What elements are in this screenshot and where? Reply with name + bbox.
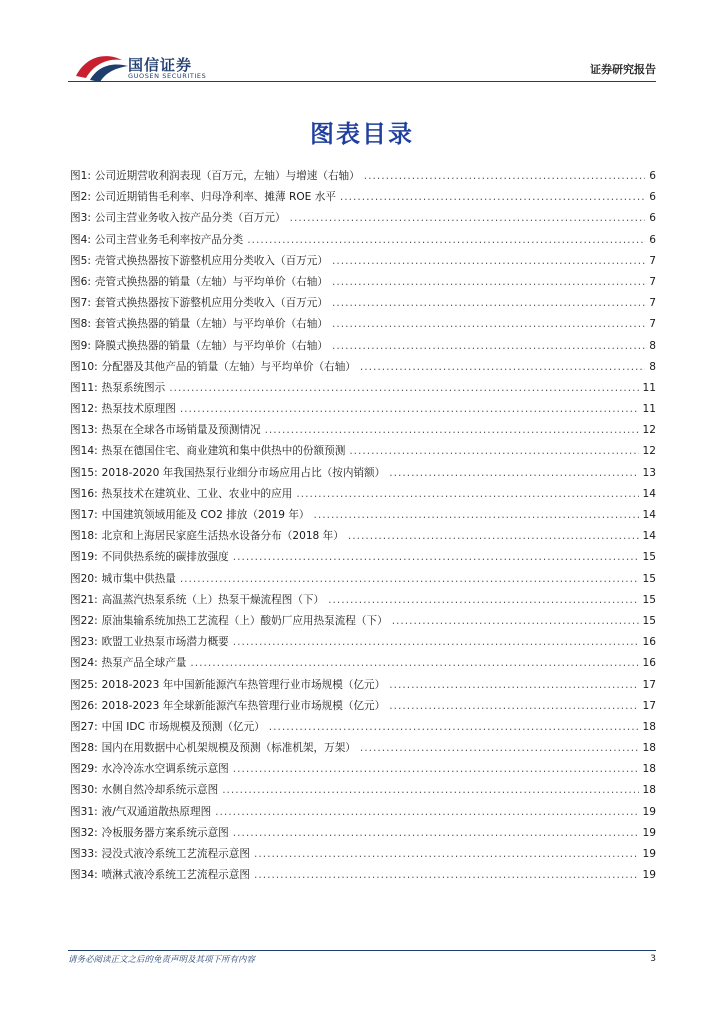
toc-leader-dots [180,573,639,585]
toc-entry-text: 公司近期营收利润表现（百万元，左轴）与增速（右轴） [94,170,360,182]
toc-entry-page: 13 [642,466,656,479]
toc-entry-label: 图2: [70,191,91,204]
toc-entry[interactable] [70,782,656,803]
toc-entry-page: 6 [649,233,656,246]
toc-entry[interactable] [70,846,656,867]
toc-entry-page: 12 [642,424,656,437]
toc-entry-text: 液/气双通道散热原理图 [101,805,212,818]
toc-entry[interactable] [70,359,656,380]
toc-entry-label: 图3: [70,212,91,225]
footer-divider [68,950,656,951]
toc-entry-text: 套管式换热器按下游整机应用分类收入（百万元） [94,297,328,310]
toc-entry-page: 15 [642,551,656,564]
toc-entry-label: 图29: [70,763,98,776]
toc-entry-page: 12 [642,445,656,458]
toc-leader-dots [389,467,638,479]
toc-leader-dots [269,721,639,733]
toc-entry-label: 图23: [70,636,98,649]
toc-entry-page: 19 [642,826,656,839]
toc-entry-label: 图33: [70,848,98,860]
toc-entry[interactable] [70,189,656,210]
toc-entry-page: 18 [642,720,656,733]
toc-entry-page: 6 [649,212,656,225]
toc-entry-label: 图27: [70,720,98,733]
toc-entry-page: 7 [649,254,656,267]
toc-entry-label: 图12: [70,403,98,416]
toc-leader-dots [332,297,645,309]
toc-entry-text: 热泵技术原理图 [101,403,176,416]
toc-leader-dots [233,551,639,563]
toc-entry-label: 图18: [70,530,98,543]
toc-entry-label: 图20: [70,572,98,585]
toc-entry[interactable] [70,677,656,698]
toc-entry-text: 热泵在全球各市场销量及预测情况 [101,424,261,437]
brand-name-en: GUOSEN SECURITIES [128,72,207,80]
toc-entry-text: 公司主营业务毛利率按产品分类 [94,233,244,246]
toc-entry-label: 图15: [70,466,98,479]
toc-leader-dots [332,318,645,330]
toc-entry-text: 热泵技术在建筑业、工业、农业中的应用 [101,487,293,500]
toc-entry-page: 7 [649,275,656,288]
toc-entry[interactable] [70,507,656,528]
toc-leader-dots [332,340,645,352]
toc-entry-label: 图6: [70,275,91,288]
guosen-logo-icon [72,50,132,82]
toc-leader-dots [360,361,645,373]
toc-entry[interactable] [70,804,656,825]
toc-entry[interactable] [70,613,656,634]
toc-leader-dots [254,869,639,881]
toc-leader-dots [314,509,639,521]
toc-entry-page: 19 [642,805,656,818]
toc-entry-page: 16 [642,657,656,670]
toc-entry-text: 分配器及其他产品的销量（左轴）与平均单价（右轴） [101,360,356,373]
toc-leader-dots [389,679,638,691]
toc-entry-label: 图21: [70,593,98,606]
toc-leader-dots [332,255,645,267]
toc-entry[interactable] [70,274,656,295]
toc-entry[interactable] [70,316,656,337]
toc-leader-dots [296,488,638,500]
toc-entry-text: 水冷冷冻水空调系统示意图 [101,763,229,776]
toc-entry[interactable] [70,210,656,231]
toc-entry-page: 19 [642,848,656,860]
toc-entry[interactable] [70,867,656,888]
toc-entry-page: 16 [642,636,656,649]
toc-entry-page: 18 [642,763,656,776]
toc-entry[interactable] [70,401,656,422]
toc-entry-text: 降膜式换热器的销量（左轴）与平均单价（右轴） [94,339,328,352]
toc-entry-text: 北京和上海居民家庭生活热水设备分布（2018 年） [101,530,344,543]
toc-entry-label: 图8: [70,318,91,331]
toc-entry-label: 图13: [70,424,98,437]
toc-entry-page: 15 [642,614,656,627]
toc-entry[interactable] [70,825,656,846]
toc-leader-dots [392,615,639,627]
toc-entry-page: 11 [642,381,656,394]
toc-leader-dots [180,403,639,415]
toc-entry-label: 图30: [70,784,98,797]
toc-entry-page: 17 [642,678,656,691]
toc-entry-page: 15 [642,572,656,585]
toc-entry-text: 城市集中供热量 [101,572,176,585]
toc-entry-page: 6 [649,170,656,182]
toc-entry-text: 热泵在德国住宅、商业建筑和集中供热中的份额预测 [101,445,346,458]
table-of-figures [70,168,656,888]
toc-leader-dots [349,445,638,457]
toc-entry-label: 图19: [70,551,98,564]
toc-entry-text: 欧盟工业热泵市场潜力概要 [101,636,229,649]
toc-entry-page: 7 [649,297,656,310]
toc-entry-text: 水侧自然冷却系统示意图 [101,784,219,797]
toc-entry-text: 壳管式换热器按下游整机应用分类收入（百万元） [94,254,328,267]
footer-disclaimer: 请务必阅读正文之后的免责声明及其项下所有内容 [68,955,256,965]
header-divider [68,81,656,82]
toc-entry-label: 图24: [70,657,98,670]
toc-entry-text: 2018-2020 年我国热泵行业细分市场应用占比（按内销额） [101,466,386,479]
report-type-label: 证券研究报告 [590,63,656,76]
toc-entry-page: 6 [649,191,656,204]
toc-entry-text: 壳管式换热器的销量（左轴）与平均单价（右轴） [94,275,328,288]
toc-entry[interactable] [70,549,656,570]
toc-entry-text: 热泵系统图示 [101,381,166,394]
toc-entry-text: 公司近期销售毛利率、归母净利率、摊薄 ROE 水平 [94,191,336,204]
toc-entry-label: 图34: [70,869,98,882]
toc-entry[interactable] [70,486,656,507]
brand-name-cn: 国信证券 [128,56,193,74]
toc-entry-page: 14 [642,509,656,521]
toc-entry[interactable] [70,295,656,316]
toc-leader-dots [233,636,639,648]
toc-leader-dots [340,191,645,203]
toc-entry[interactable] [70,380,656,401]
toc-entry-label: 图1: [70,170,91,182]
toc-entry-page: 14 [642,487,656,500]
toc-entry-label: 图7: [70,297,91,310]
toc-leader-dots [254,848,639,860]
toc-entry-label: 图14: [70,445,98,458]
toc-leader-dots [233,827,639,839]
toc-entry[interactable] [70,719,656,740]
page-header [0,0,724,90]
toc-entry-text: 公司主营业务收入按产品分类（百万元） [94,212,286,225]
toc-entry-page: 18 [642,742,656,755]
toc-entry-text: 热泵产品全球产量 [101,657,187,670]
toc-entry-label: 图11: [70,381,98,394]
toc-leader-dots [190,657,638,669]
toc-entry-text: 不同供热系统的碳排放强度 [101,551,229,564]
toc-entry-text: 中国 IDC 市场规模及预测（亿元） [101,720,265,733]
toc-leader-dots [328,594,638,606]
toc-entry-text: 中国建筑领域用能及 CO2 排放（2019 年） [101,509,310,521]
toc-entry-page: 11 [642,403,656,416]
toc-entry[interactable] [70,592,656,613]
toc-entry-label: 图9: [70,339,91,352]
toc-entry-label: 图32: [70,826,98,839]
toc-entry-text: 国内在用数据中心机架规模及预测（标准机架，万架） [101,742,356,755]
toc-entry[interactable] [70,168,656,189]
toc-leader-dots [360,742,639,754]
toc-entry-label: 图10: [70,360,98,373]
toc-leader-dots [332,276,645,288]
toc-leader-dots [389,700,638,712]
toc-entry-page: 7 [649,318,656,331]
toc-entry-label: 图22: [70,614,98,627]
toc-leader-dots [290,212,646,224]
toc-entry[interactable] [70,465,656,486]
toc-entry-page: 18 [642,784,656,797]
toc-leader-dots [364,170,646,182]
toc-entry[interactable] [70,253,656,274]
toc-entry[interactable] [70,634,656,655]
toc-entry-label: 图16: [70,487,98,500]
toc-entry[interactable] [70,655,656,676]
toc-entry-page: 17 [642,699,656,712]
toc-entry-text: 2018-2023 年全球新能源汽车热管理行业市场规模（亿元） [101,699,386,712]
toc-entry[interactable] [70,698,656,719]
toc-entry[interactable] [70,422,656,443]
toc-entry[interactable] [70,528,656,549]
toc-leader-dots [348,530,639,542]
toc-entry-label: 图25: [70,678,98,691]
toc-entry-page: 19 [642,869,656,882]
toc-entry-page: 15 [642,593,656,606]
toc-entry[interactable] [70,232,656,253]
toc-entry-page: 8 [649,339,656,352]
toc-entry-label: 图5: [70,254,91,267]
toc-entry-text: 喷淋式液冷系统工艺流程示意图 [101,869,250,882]
toc-entry[interactable] [70,740,656,761]
toc-leader-dots [233,763,639,775]
toc-entry-page: 8 [649,360,656,373]
toc-leader-dots [222,784,638,796]
toc-entry-label: 图26: [70,699,98,712]
page-number: 3 [650,954,656,964]
toc-entry-text: 冷板服务器方案系统示意图 [101,826,229,839]
toc-entry-text: 浸没式液冷系统工艺流程示意图 [101,848,250,860]
toc-entry-label: 图4: [70,233,91,246]
toc-entry[interactable] [70,338,656,359]
toc-entry-text: 套管式换热器的销量（左轴）与平均单价（右轴） [94,318,328,331]
toc-entry[interactable] [70,761,656,782]
toc-leader-dots [169,382,638,394]
toc-entry-text: 原油集输系统加热工艺流程（上）酸奶厂应用热泵流程（下） [101,614,388,627]
toc-entry-text: 高温蒸汽热泵系统（上）热泵干燥流程图（下） [101,593,325,606]
toc-entry-page: 14 [642,530,656,543]
toc-entry[interactable] [70,443,656,464]
toc-leader-dots [247,234,645,246]
toc-entry-label: 图28: [70,742,98,755]
toc-entry-label: 图31: [70,805,98,818]
toc-entry-label: 图17: [70,509,98,521]
toc-entry-text: 2018-2023 年中国新能源汽车热管理行业市场规模（亿元） [101,678,386,691]
toc-title: 图表目录 [310,120,414,148]
toc-entry[interactable] [70,571,656,592]
toc-leader-dots [265,424,639,436]
toc-leader-dots [215,806,638,818]
